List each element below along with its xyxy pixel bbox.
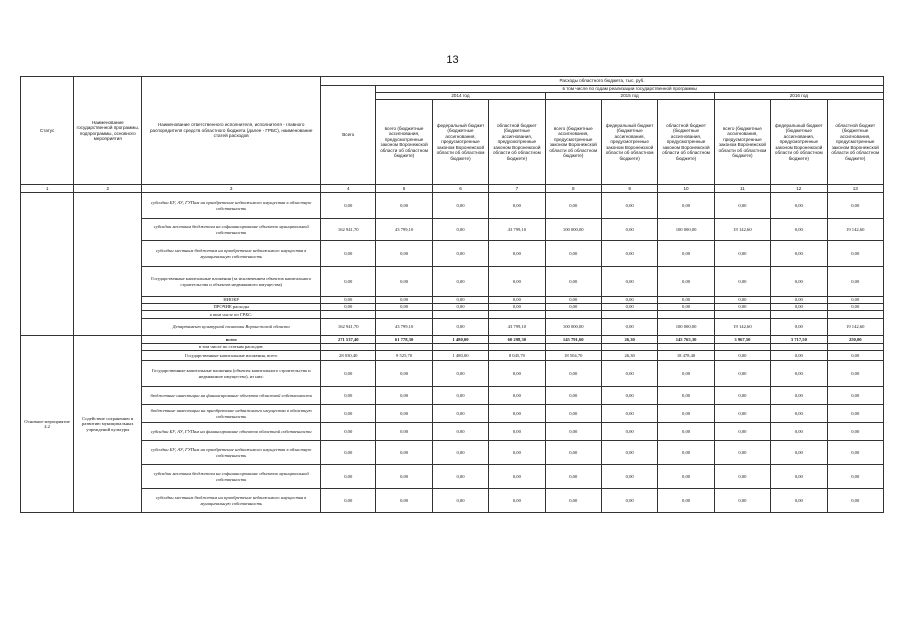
column-number: 11 <box>714 185 770 193</box>
value-cell: 19 142,60 <box>714 219 770 241</box>
value-cell: 43 799,10 <box>376 319 432 336</box>
expense-item-label: Государственные капитальные вложения (объекты капитального строительства и недвижимое имущество), из них: <box>142 361 321 387</box>
value-cell: 0,00 <box>545 489 601 513</box>
value-cell: 0,00 <box>771 465 827 489</box>
table-row <box>21 311 884 319</box>
table-row <box>21 219 884 241</box>
value-cell: 0,00 <box>489 304 545 311</box>
column-number: 5 <box>376 185 432 193</box>
value-cell: 0,00 <box>658 241 714 267</box>
header-source-regional-2: областной бюджет (бюджетные ассигнования, предусмотренные законом Воронежской области об областном бюджете) <box>827 100 883 185</box>
value-cell: 0,00 <box>545 304 601 311</box>
value-cell: 0,00 <box>545 361 601 387</box>
value-cell: 0,00 <box>432 441 488 465</box>
value-cell <box>827 344 883 351</box>
value-cell: 0,00 <box>321 423 376 441</box>
value-cell <box>771 311 827 319</box>
header-status: Статус <box>21 77 74 185</box>
program-cell-empty <box>74 193 142 336</box>
value-cell: 0,00 <box>827 465 883 489</box>
value-cell: 0,00 <box>771 361 827 387</box>
status-cell-empty <box>21 193 74 336</box>
value-cell: 0,00 <box>658 193 714 219</box>
value-cell: 0,00 <box>771 304 827 311</box>
value-cell: 0,00 <box>601 387 657 405</box>
value-cell: 0,00 <box>827 351 883 361</box>
value-cell: 0,00 <box>376 441 432 465</box>
expense-item-label: Департамент культурной политики Воронежской области <box>142 319 321 336</box>
value-cell <box>658 311 714 319</box>
value-cell <box>827 311 883 319</box>
value-cell: 0,00 <box>771 441 827 465</box>
value-cell: 3 717,50 <box>771 336 827 344</box>
header-year-2016: 2016 год <box>714 93 883 100</box>
value-cell <box>714 311 770 319</box>
value-cell: 0,00 <box>771 319 827 336</box>
value-cell: 271 537,40 <box>321 336 376 344</box>
value-cell: 0,00 <box>376 489 432 513</box>
value-cell: 0,00 <box>771 423 827 441</box>
header-source-all-0: всего (бюджетные ассигнования, предусмотренные законом Воронежской области об областном бюджете) <box>376 100 432 185</box>
value-cell: 100 000,00 <box>658 319 714 336</box>
header-source-regional-0: областной бюджет (бюджетные ассигнования, предусмотренные законом Воронежской области об областном бюджете) <box>489 100 545 185</box>
value-cell: 0,00 <box>658 361 714 387</box>
value-cell: 0,00 <box>658 297 714 304</box>
value-cell <box>489 344 545 351</box>
value-cell: 0,00 <box>545 241 601 267</box>
value-cell: 0,00 <box>827 241 883 267</box>
value-cell: 0,00 <box>321 193 376 219</box>
value-cell <box>321 344 376 351</box>
header-source-regional-1: областной бюджет (бюджетные ассигнования, предусмотренные законом Воронежской области об областном бюджете) <box>658 100 714 185</box>
column-number: 4 <box>321 185 376 193</box>
value-cell: 0,00 <box>658 441 714 465</box>
value-cell: 0,00 <box>321 304 376 311</box>
value-cell: 0,00 <box>489 423 545 441</box>
expense-item-label: бюджетные инвестиции на финансирование объектов областной собственности <box>142 387 321 405</box>
table-row <box>21 241 884 267</box>
value-cell: 0,00 <box>827 441 883 465</box>
value-cell: 0,00 <box>601 219 657 241</box>
column-number: 8 <box>545 185 601 193</box>
value-cell: 0,00 <box>714 267 770 297</box>
value-cell <box>601 311 657 319</box>
value-cell: 18 478,40 <box>658 351 714 361</box>
value-cell: 0,00 <box>658 267 714 297</box>
value-cell: 0,00 <box>376 304 432 311</box>
value-cell: 0,00 <box>714 297 770 304</box>
value-cell: 0,00 <box>545 465 601 489</box>
value-cell <box>432 344 488 351</box>
value-cell: 0,00 <box>321 361 376 387</box>
value-cell: 0,00 <box>658 304 714 311</box>
value-cell: 0,00 <box>545 387 601 405</box>
value-cell: 100 000,00 <box>545 319 601 336</box>
value-cell: 0,00 <box>601 319 657 336</box>
column-number: 12 <box>771 185 827 193</box>
value-cell <box>545 311 601 319</box>
value-cell: 162 941,70 <box>321 319 376 336</box>
header-source-all-1: всего (бюджетные ассигнования, предусмотренные законом Воронежской области об областном бюджете) <box>545 100 601 185</box>
value-cell: 0,00 <box>376 297 432 304</box>
value-cell: 0,00 <box>489 241 545 267</box>
value-cell: 0,00 <box>601 405 657 423</box>
table-row <box>21 319 884 336</box>
value-cell: 0,00 <box>771 241 827 267</box>
table-row <box>21 441 884 465</box>
value-cell: 0,00 <box>714 361 770 387</box>
header-year-2015: 2015 год <box>545 93 714 100</box>
value-cell: 61 778,30 <box>376 336 432 344</box>
table-row <box>21 304 884 311</box>
value-cell: 0,00 <box>432 267 488 297</box>
value-cell: 0,00 <box>432 387 488 405</box>
value-cell: 0,00 <box>771 387 827 405</box>
value-cell: 0,00 <box>601 304 657 311</box>
value-cell: 1 480,00 <box>432 351 488 361</box>
value-cell: 0,00 <box>376 361 432 387</box>
value-cell: 0,00 <box>545 297 601 304</box>
column-number: 1 <box>21 185 74 193</box>
value-cell: 0,00 <box>321 405 376 423</box>
value-cell: 0,00 <box>489 361 545 387</box>
value-cell: 0,00 <box>714 387 770 405</box>
table-row <box>21 193 884 219</box>
expense-item-label: бюджетные инвестиции на приобретение недвижимого имущества в областную собственность <box>142 405 321 423</box>
value-cell: 0,00 <box>321 489 376 513</box>
value-cell: 0,00 <box>714 351 770 361</box>
column-number: 2 <box>74 185 142 193</box>
header-executor: Наименование ответственного исполнителя, исполнителя - главного распорядителя средств областного бюджета (далее - ГРБС), наименование статей расходов <box>142 77 321 185</box>
value-cell: 0,00 <box>771 351 827 361</box>
page-number: 13 <box>446 54 459 66</box>
value-cell: 162 941,70 <box>321 219 376 241</box>
value-cell: 0,00 <box>376 267 432 297</box>
value-cell: 0,00 <box>714 465 770 489</box>
column-number: 3 <box>142 185 321 193</box>
value-cell: 0,00 <box>601 267 657 297</box>
column-number: 7 <box>489 185 545 193</box>
value-cell: 0,00 <box>432 361 488 387</box>
value-cell: 0,00 <box>771 219 827 241</box>
value-cell: 0,00 <box>489 387 545 405</box>
header-year-2014: 2014 год <box>376 93 545 100</box>
expense-item-label: субсидии БУ, АУ, ГУПам на приобретение недвижимого имущества в областную собственность <box>142 441 321 465</box>
value-cell: 0,00 <box>827 405 883 423</box>
table-row <box>21 489 884 513</box>
value-cell: 0,00 <box>545 405 601 423</box>
value-cell: 0,00 <box>601 241 657 267</box>
value-cell: 0,00 <box>489 297 545 304</box>
value-cell: 0,00 <box>376 193 432 219</box>
table-row <box>21 423 884 441</box>
value-cell: 100 000,00 <box>658 219 714 241</box>
column-number: 13 <box>827 185 883 193</box>
expense-item-label: субсидии местным бюджетам на софинансирование объектов муниципальной собственности <box>142 465 321 489</box>
expense-item-label: Государственные капитальные вложения, всего <box>142 351 321 361</box>
value-cell: 0,00 <box>489 193 545 219</box>
value-cell: 8 045,70 <box>489 351 545 361</box>
value-cell: 0,00 <box>658 465 714 489</box>
value-cell: 0,00 <box>771 489 827 513</box>
value-cell <box>376 344 432 351</box>
value-cell: 0,00 <box>827 489 883 513</box>
group-status: Основное мероприятие 4.2 <box>21 336 74 513</box>
value-cell: 0,00 <box>432 241 488 267</box>
value-cell: 0,00 <box>658 489 714 513</box>
value-cell: 0,00 <box>601 297 657 304</box>
value-cell: 0,00 <box>376 405 432 423</box>
value-cell: 19 142,60 <box>827 319 883 336</box>
value-cell: 0,00 <box>827 193 883 219</box>
value-cell: 0,00 <box>489 465 545 489</box>
expense-item-label: субсидии местным бюджетам на приобретение недвижимого имущества в муниципальную собственность <box>142 489 321 513</box>
header-by-years: в том числе по годам реализации государственной программы <box>376 86 884 93</box>
value-cell: 0,00 <box>827 304 883 311</box>
expense-item-label: НИОКР <box>142 297 321 304</box>
expense-item-label: ПРОЧИЕ расходы <box>142 304 321 311</box>
value-cell: 3 967,50 <box>714 336 770 344</box>
value-cell: 0,00 <box>771 405 827 423</box>
table-row <box>21 297 884 304</box>
value-cell: 0,00 <box>545 441 601 465</box>
value-cell: 43 799,10 <box>489 319 545 336</box>
value-cell: 0,00 <box>658 423 714 441</box>
value-cell: 0,00 <box>827 361 883 387</box>
value-cell: 26,30 <box>601 336 657 344</box>
value-cell: 0,00 <box>376 465 432 489</box>
budget-table <box>20 76 884 513</box>
value-cell: 0,00 <box>714 405 770 423</box>
value-cell: 0,00 <box>601 423 657 441</box>
value-cell <box>658 344 714 351</box>
column-number: 6 <box>432 185 488 193</box>
value-cell: 1 480,00 <box>432 336 488 344</box>
column-number: 9 <box>601 185 657 193</box>
value-cell <box>376 311 432 319</box>
value-cell: 0,00 <box>601 489 657 513</box>
value-cell: 0,00 <box>489 405 545 423</box>
expense-item-label: субсидии БУ, АУ, ГУПам на финансирование объектов областной собственности <box>142 423 321 441</box>
value-cell: 250,00 <box>827 336 883 344</box>
value-cell <box>545 344 601 351</box>
value-cell: 43 799,10 <box>376 219 432 241</box>
value-cell: 0,00 <box>771 267 827 297</box>
value-cell: 0,00 <box>827 387 883 405</box>
value-cell: 0,00 <box>489 267 545 297</box>
expense-item-label: субсидии местным бюджетам на приобретение недвижимого имущества в муниципальную собственность <box>142 241 321 267</box>
value-cell <box>771 344 827 351</box>
value-cell: 100 000,00 <box>545 219 601 241</box>
value-cell: 0,00 <box>376 387 432 405</box>
value-cell: 0,00 <box>601 441 657 465</box>
expense-item-label: в том числе по статьям расходов: <box>142 344 321 351</box>
value-cell <box>601 344 657 351</box>
table-row <box>21 267 884 297</box>
value-cell: 0,00 <box>545 193 601 219</box>
header-expenses-title: Расходы областного бюджета, тыс. руб. <box>321 77 884 86</box>
value-cell: 43 799,10 <box>489 219 545 241</box>
value-cell: 0,00 <box>432 297 488 304</box>
value-cell: 0,00 <box>432 489 488 513</box>
table-row <box>21 336 884 344</box>
value-cell <box>432 311 488 319</box>
table-row <box>21 361 884 387</box>
value-cell: 0,00 <box>827 267 883 297</box>
value-cell: 0,00 <box>601 465 657 489</box>
value-cell: 0,00 <box>545 267 601 297</box>
value-cell: 0,00 <box>714 241 770 267</box>
table-row <box>21 465 884 489</box>
expense-item-label: субсидии БУ, АУ, ГУПам на приобретение недвижимого имущества в областную собственность <box>142 193 321 219</box>
value-cell: 0,00 <box>827 297 883 304</box>
value-cell: 60 298,30 <box>489 336 545 344</box>
header-source-all-2: всего (бюджетные ассигнования, предусмотренные законом Воронежской области об областном бюджете) <box>714 100 770 185</box>
value-cell: 0,00 <box>489 489 545 513</box>
value-cell: 0,00 <box>827 423 883 441</box>
value-cell: 19 142,60 <box>827 219 883 241</box>
value-cell <box>714 344 770 351</box>
value-cell: 0,00 <box>714 441 770 465</box>
value-cell <box>321 311 376 319</box>
value-cell: 0,00 <box>321 387 376 405</box>
value-cell: 0,00 <box>321 465 376 489</box>
expense-item-label: Государственные капитальные вложения (за исключением объектов капитального строительства и объектов недвижимого имущества) <box>142 267 321 297</box>
value-cell: 0,00 <box>489 441 545 465</box>
value-cell: 0,00 <box>432 405 488 423</box>
value-cell: 18 504,70 <box>545 351 601 361</box>
header-source-federal-0: федеральный бюджет (бюджетные ассигнования, предусмотренные законом Воронежской области об областном бюджете) <box>432 100 488 185</box>
value-cell: 0,00 <box>601 193 657 219</box>
value-cell: 0,00 <box>432 304 488 311</box>
value-cell: 0,00 <box>376 241 432 267</box>
expense-item-label: субсидии местным бюджетам на софинансирование объектов муниципальной собственности <box>142 219 321 241</box>
value-cell: 19 142,60 <box>714 319 770 336</box>
value-cell: 0,00 <box>321 241 376 267</box>
table-row <box>21 344 884 351</box>
expense-item-label: в том числе по ГРБС: <box>142 311 321 319</box>
value-cell: 9 525,70 <box>376 351 432 361</box>
value-cell: 0,00 <box>432 465 488 489</box>
header-program-name: Наименование государственной программы, подпрограммы, основного мероприятия <box>74 77 142 185</box>
value-cell: 0,00 <box>714 193 770 219</box>
value-cell: 26,30 <box>601 351 657 361</box>
value-cell: 145 765,30 <box>658 336 714 344</box>
value-cell: 0,00 <box>601 361 657 387</box>
header-total: Всего <box>321 86 376 185</box>
column-number: 10 <box>658 185 714 193</box>
value-cell: 0,00 <box>714 489 770 513</box>
table-row <box>21 387 884 405</box>
value-cell: 0,00 <box>714 304 770 311</box>
value-cell: 0,00 <box>432 423 488 441</box>
table-row <box>21 405 884 423</box>
value-cell: 0,00 <box>545 423 601 441</box>
expense-item-label: всего <box>142 336 321 344</box>
value-cell: 28 030,40 <box>321 351 376 361</box>
value-cell: 0,00 <box>771 297 827 304</box>
value-cell <box>489 311 545 319</box>
value-cell: 0,00 <box>321 441 376 465</box>
value-cell: 0,00 <box>771 193 827 219</box>
value-cell: 0,00 <box>658 387 714 405</box>
value-cell: 0,00 <box>321 297 376 304</box>
table-row <box>21 351 884 361</box>
header-source-federal-2: федеральный бюджет (бюджетные ассигнования, предусмотренные законом Воронежской области об областном бюджете) <box>771 100 827 185</box>
value-cell: 0,00 <box>432 319 488 336</box>
group-name: Содействие сохранению и развитию муниципальных учреждений культуры <box>74 336 142 513</box>
header-source-federal-1: федеральный бюджет (бюджетные ассигнования, предусмотренные законом Воронежской области об областном бюджете) <box>601 100 657 185</box>
value-cell: 0,00 <box>432 219 488 241</box>
value-cell: 0,00 <box>432 193 488 219</box>
value-cell: 0,00 <box>376 423 432 441</box>
value-cell: 0,00 <box>321 267 376 297</box>
value-cell: 0,00 <box>714 423 770 441</box>
value-cell: 145 791,60 <box>545 336 601 344</box>
value-cell: 0,00 <box>658 405 714 423</box>
